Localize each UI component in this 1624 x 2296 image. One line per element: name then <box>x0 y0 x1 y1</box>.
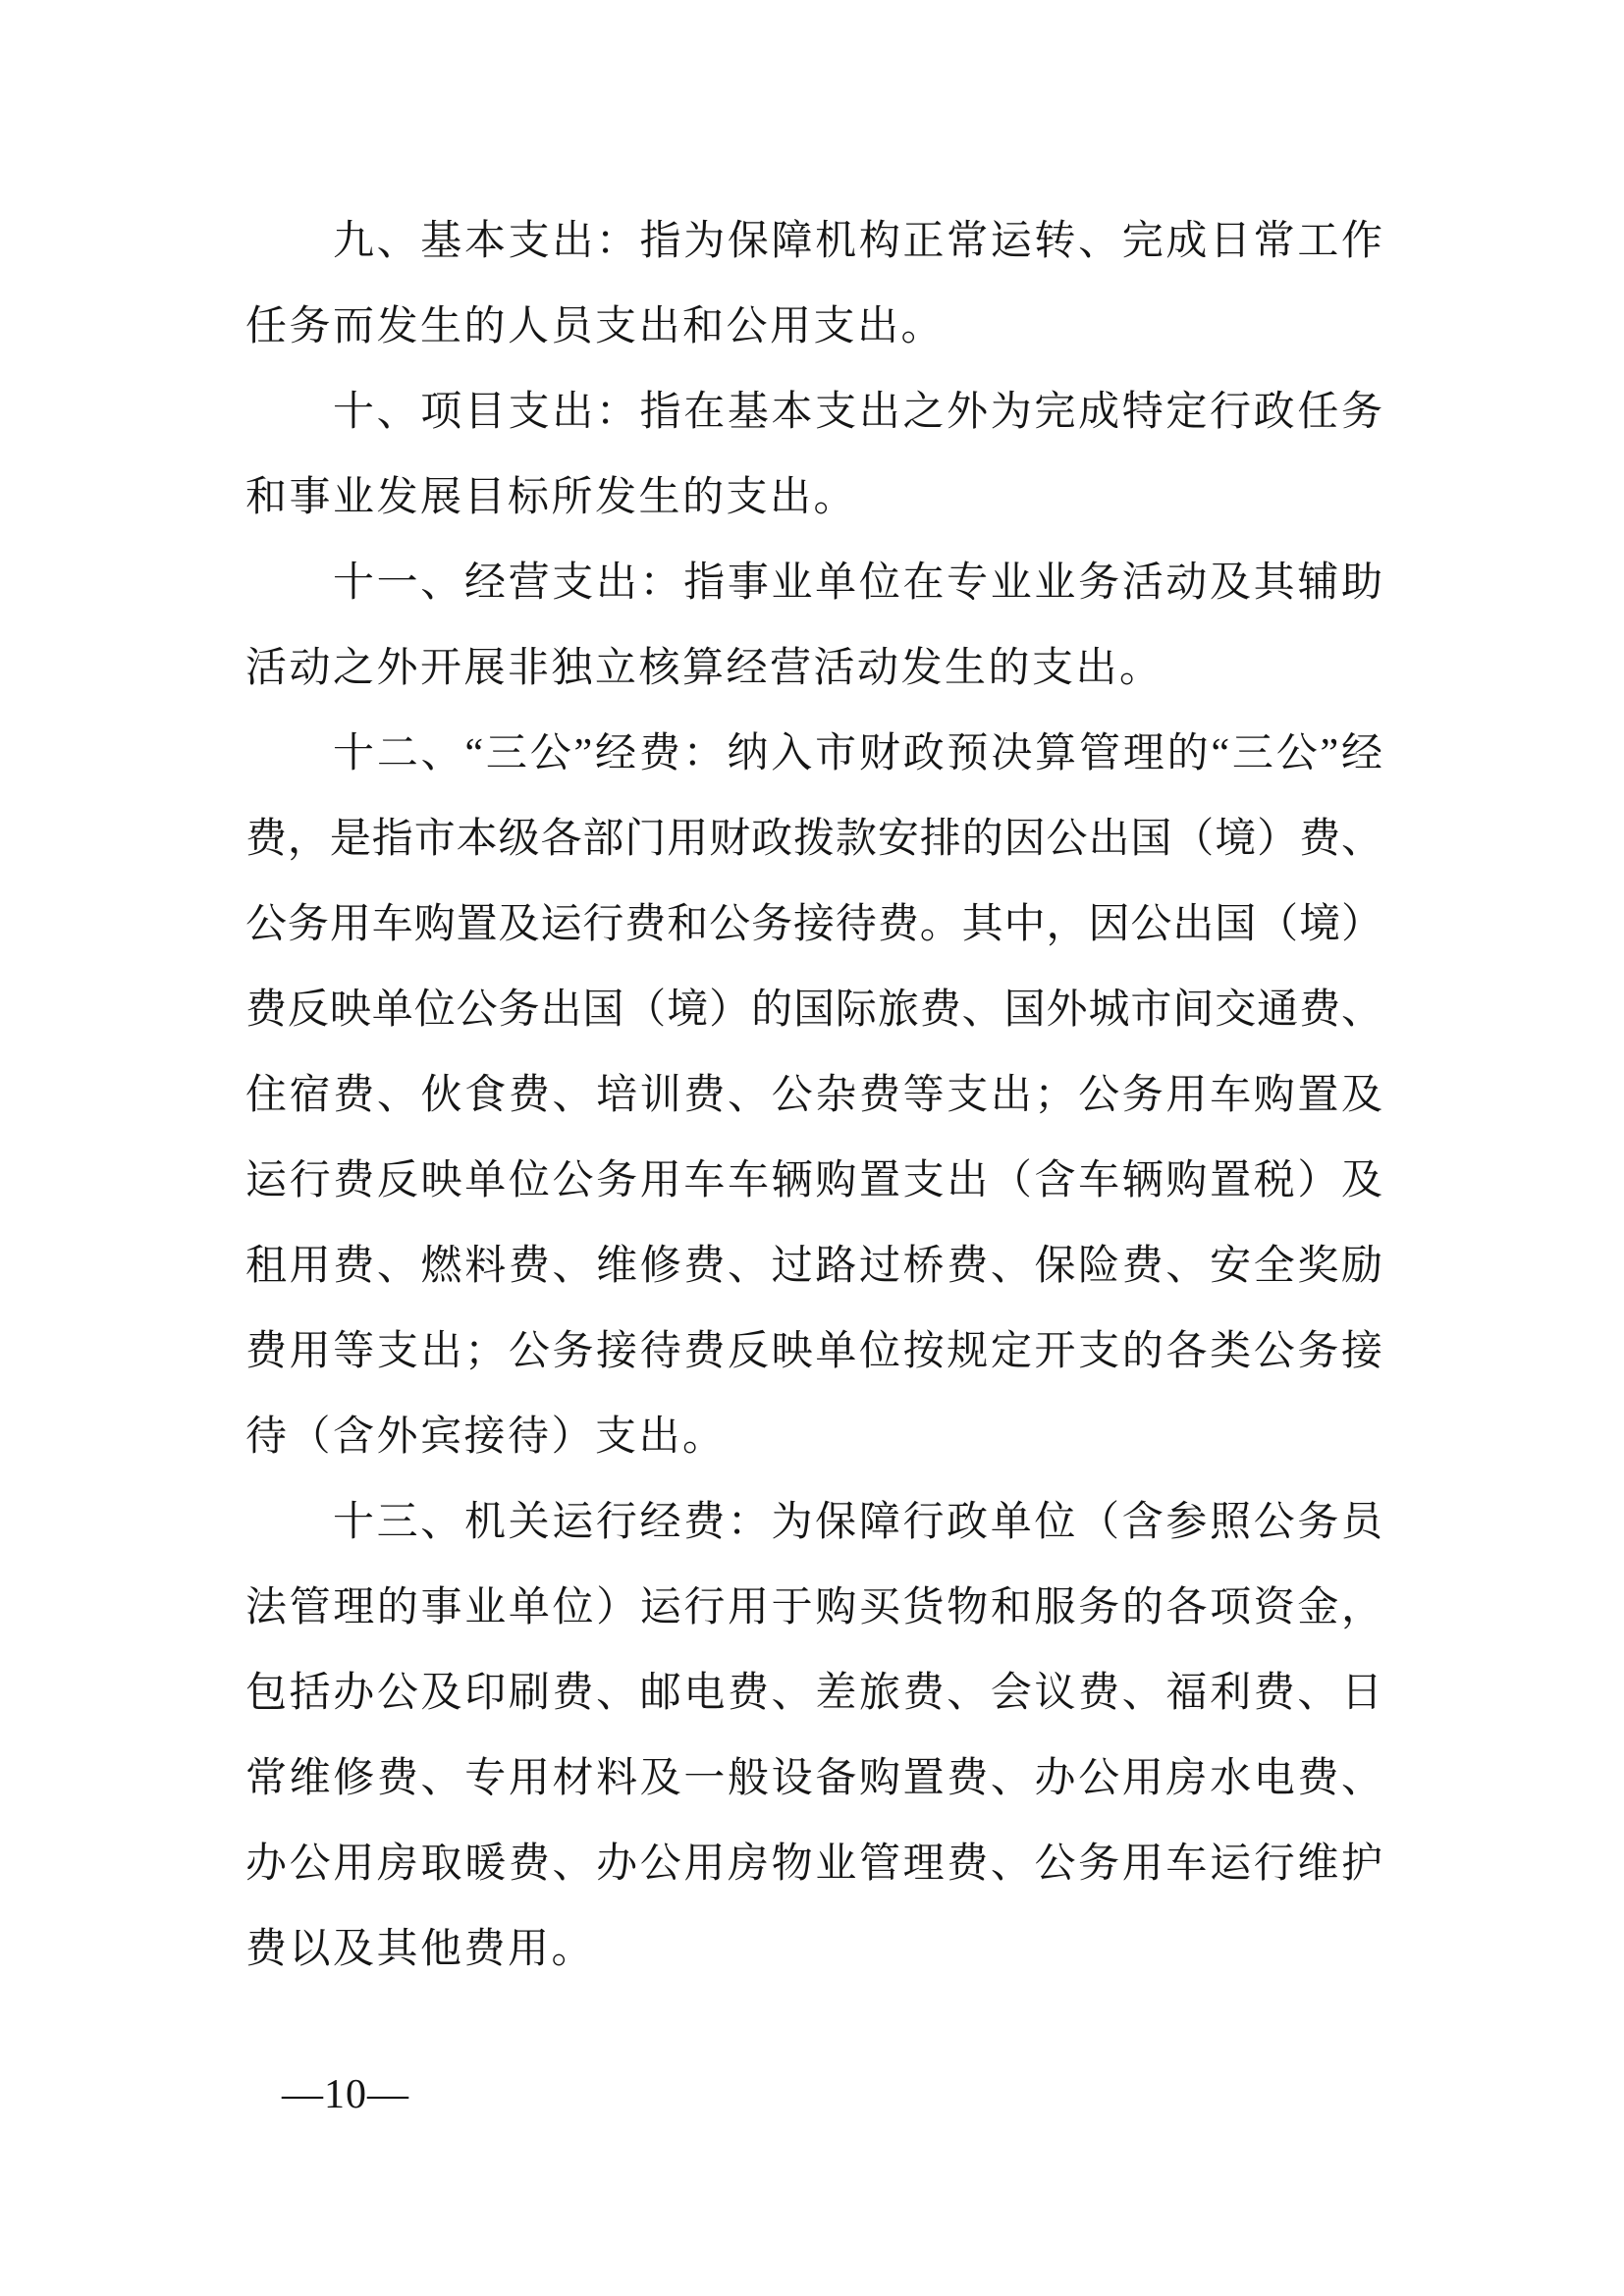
page-number: —10— <box>282 2072 409 2117</box>
text-line: 和事业发展目标所发生的支出。 <box>245 475 858 520</box>
text-line: 费，是指市本级各部门用财政拨款安排的因公出国（境）费、 <box>245 817 1382 862</box>
text-line: 办公用房取暖费、办公用房物业管理费、公务用车运行维护 <box>245 1842 1382 1887</box>
text-line: 十三、机关运行经费：为保障行政单位（含参照公务员 <box>333 1500 1382 1545</box>
text-line: 租用费、燃料费、维修费、过路过桥费、保险费、安全奖励 <box>245 1244 1382 1289</box>
text-line: 活动之外开展非独立核算经营活动发生的支出。 <box>245 646 1164 691</box>
text-line: 公务用车购置及运行费和公务接待费。其中，因公出国（境） <box>245 902 1382 947</box>
text-line: 九、基本支出：指为保障机构正常运转、完成日常工作 <box>333 219 1382 264</box>
text-line: 任务而发生的人员支出和公用支出。 <box>245 304 946 349</box>
text-line: 包括办公及印刷费、邮电费、差旅费、会议费、福利费、日 <box>245 1671 1382 1716</box>
text-line: 常维修费、专用材料及一般设备购置费、办公用房水电费、 <box>245 1756 1382 1801</box>
text-line: 十、项目支出：指在基本支出之外为完成特定行政任务 <box>333 390 1382 435</box>
text-line: 运行费反映单位公务用车车辆购置支出（含车辆购置税）及 <box>245 1158 1382 1203</box>
text-line: 待（含外宾接待）支出。 <box>245 1415 727 1460</box>
text-line: 十二、“三公”经费：纳入市财政预决算管理的“三公”经 <box>333 731 1382 776</box>
text-line: 费以及其他费用。 <box>245 1927 596 1972</box>
text-line: 费用等支出；公务接待费反映单位按规定开支的各类公务接 <box>245 1329 1382 1374</box>
text-line: 法管理的事业单位）运行用于购买货物和服务的各项资金， <box>245 1585 1382 1630</box>
document-body <box>245 199 1382 1993</box>
text-line: 住宿费、伙食费、培训费、公杂费等支出；公务用车购置及 <box>245 1073 1382 1118</box>
text-line: 费反映单位公务出国（境）的国际旅费、国外城市间交通费、 <box>245 988 1382 1033</box>
text-line: 十一、经营支出：指事业单位在专业业务活动及其辅助 <box>333 561 1382 606</box>
